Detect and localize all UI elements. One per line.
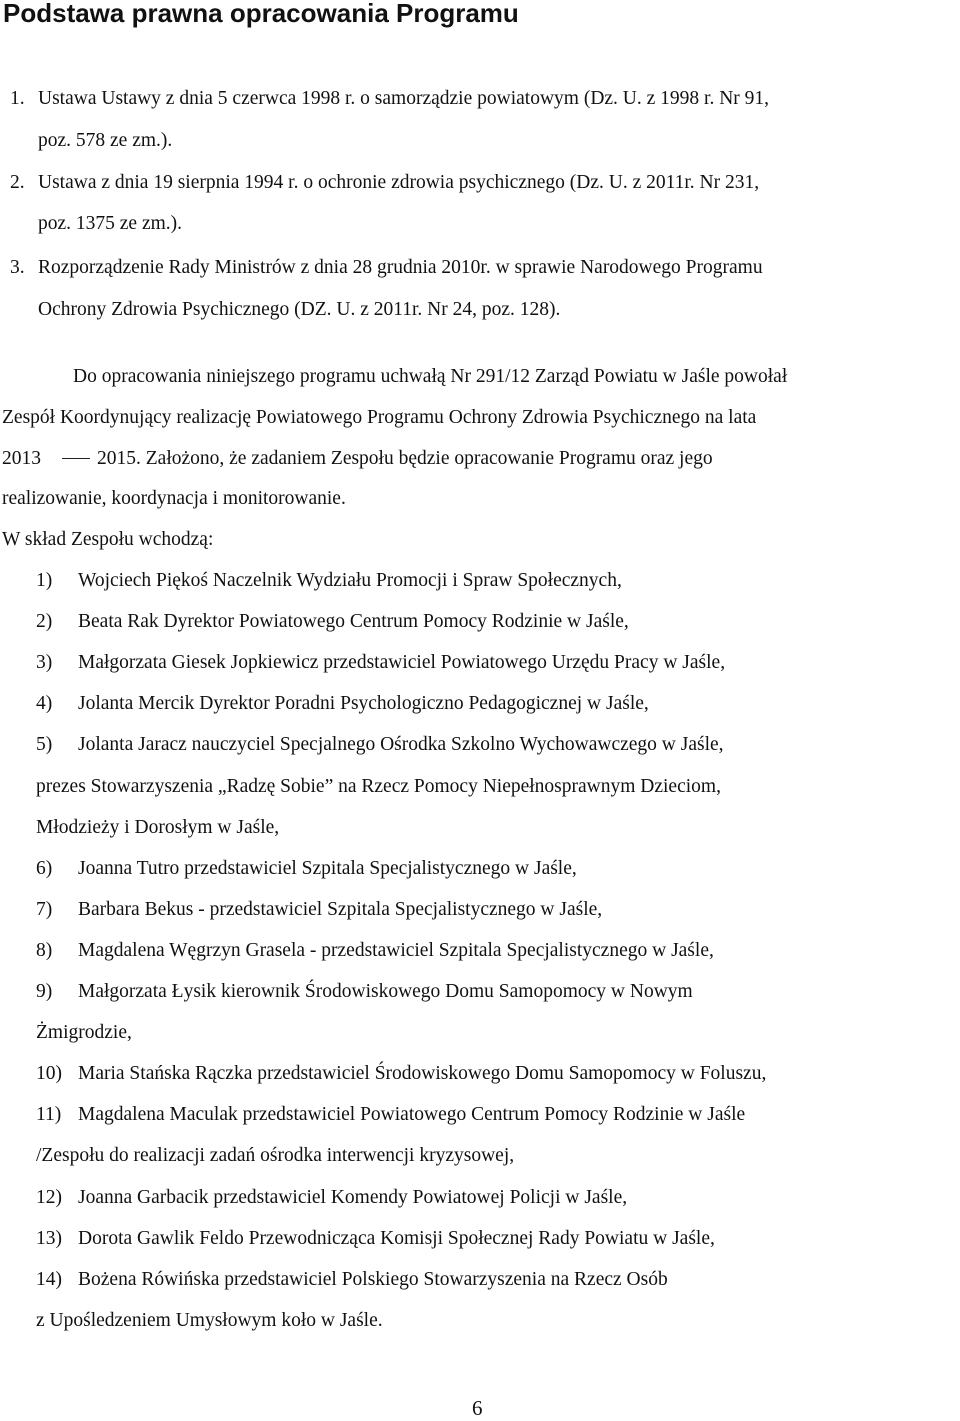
- member-text: Jolanta Mercik Dyrektor Poradni Psychologiczno Pedagogicznej w Jaśle,: [78, 693, 649, 715]
- member-number: 4): [36, 693, 53, 715]
- member-text: Małgorzata Łysik kierownik Środowiskowego Domu Samopomocy w Nowym: [78, 981, 693, 1002]
- intro-line: Do opracowania niniejszego programu uchwałą Nr 291/12 Zarząd Powiatu w Jaśle powołał: [73, 366, 788, 387]
- members-heading: W skład Zespołu wchodzą:: [2, 529, 214, 550]
- member-text: Małgorzata Giesek Jopkiewicz przedstawiciel Powiatowego Urzędu Pracy w Jaśle,: [78, 652, 726, 674]
- member-number: 9): [36, 981, 53, 1002]
- intro-line: 2015. Założono, że zadaniem Zespołu będzie opracowanie Programu oraz jego: [97, 448, 713, 469]
- member-number: 13): [36, 1227, 62, 1249]
- legal-item-number: 2.: [10, 172, 25, 193]
- intro-line: realizowanie, koordynacja i monitorowanie.: [2, 488, 346, 509]
- member-text: Magdalena Węgrzyn Grasela - przedstawiciel Szpitala Specjalistycznego w Jaśle,: [78, 939, 714, 961]
- member-continuation: z Upośledzeniem Umysłowym koło w Jaśle.: [36, 1309, 383, 1331]
- member-continuation: Młodzieży i Dorosłym w Jaśle,: [36, 816, 280, 838]
- legal-item-text: poz. 1375 ze zm.).: [38, 213, 183, 234]
- dash-line: [62, 458, 90, 459]
- page-number: 6: [472, 1396, 483, 1420]
- member-text: Dorota Gawlik Feldo Przewodnicząca Komisji Społecznej Rady Powiatu w Jaśle,: [78, 1227, 715, 1249]
- intro-line: Zespół Koordynujący realizację Powiatowego Programu Ochrony Zdrowia Psychicznego na lata: [2, 407, 757, 428]
- member-number: 6): [36, 857, 53, 879]
- member-continuation: Żmigrodzie,: [36, 1022, 132, 1044]
- member-text: Jolanta Jaracz nauczyciel Specjalnego Ośrodka Szkolno Wychowawczego w Jaśle,: [78, 734, 724, 756]
- member-number: 3): [36, 652, 53, 674]
- member-continuation: /Zespołu do realizacji zadań ośrodka interwencji kryzysowej,: [36, 1145, 515, 1167]
- legal-item-text: Ustawa z dnia 19 sierpnia 1994 r. o ochronie zdrowia psychicznego (Dz. U. z 2011r. Nr 231,: [38, 172, 760, 193]
- member-text: Beata Rak Dyrektor Powiatowego Centrum Pomocy Rodzinie w Jaśle,: [78, 611, 629, 633]
- intro-line: 2013: [2, 448, 41, 469]
- legal-item-text: Rozporządzenie Rady Ministrów z dnia 28 grudnia 2010r. w sprawie Narodowego Programu: [38, 257, 763, 278]
- member-number: 14): [36, 1268, 62, 1290]
- member-text: Magdalena Maculak przedstawiciel Powiatowego Centrum Pomocy Rodzinie w Jaśle: [78, 1104, 746, 1126]
- member-text: Barbara Bekus - przedstawiciel Szpitala Specjalistycznego w Jaśle,: [78, 898, 603, 920]
- legal-item-text: Ustawa Ustawy z dnia 5 czerwca 1998 r. o samorządzie powiatowym (Dz. U. z 1998 r. Nr 91,: [38, 88, 770, 109]
- member-text: Joanna Garbacik przedstawiciel Komendy Powiatowej Policji w Jaśle,: [78, 1186, 628, 1208]
- member-continuation: prezes Stowarzyszenia „Radzę Sobie” na Rzecz Pomocy Niepełnosprawnym Dzieciom,: [36, 775, 721, 797]
- member-number: 2): [36, 611, 53, 633]
- member-number: 10): [36, 1063, 62, 1085]
- member-number: 1): [36, 570, 53, 591]
- member-text: Joanna Tutro przedstawiciel Szpitala Specjalistycznego w Jaśle,: [78, 857, 577, 879]
- legal-item-text: Ochrony Zdrowia Psychicznego (DZ. U. z 2011r. Nr 24, poz. 128).: [38, 299, 561, 320]
- member-number: 12): [36, 1186, 62, 1208]
- section-title: Podstawa prawna opracowania Programu: [3, 0, 519, 28]
- legal-item-number: 1.: [10, 88, 25, 109]
- member-number: 5): [36, 734, 53, 756]
- member-text: Maria Stańska Rączka przedstawiciel Środowiskowego Domu Samopomocy w Foluszu,: [78, 1063, 767, 1085]
- member-number: 8): [36, 939, 53, 961]
- member-text: Bożena Rówińska przedstawiciel Polskiego Stowarzyszenia na Rzecz Osób: [78, 1268, 668, 1290]
- legal-item-text: poz. 578 ze zm.).: [38, 130, 173, 151]
- member-number: 11): [36, 1104, 62, 1126]
- legal-item-number: 3.: [10, 257, 25, 278]
- member-text: Wojciech Piękoś Naczelnik Wydziału Promocji i Spraw Społecznych,: [78, 570, 622, 591]
- member-number: 7): [36, 898, 53, 920]
